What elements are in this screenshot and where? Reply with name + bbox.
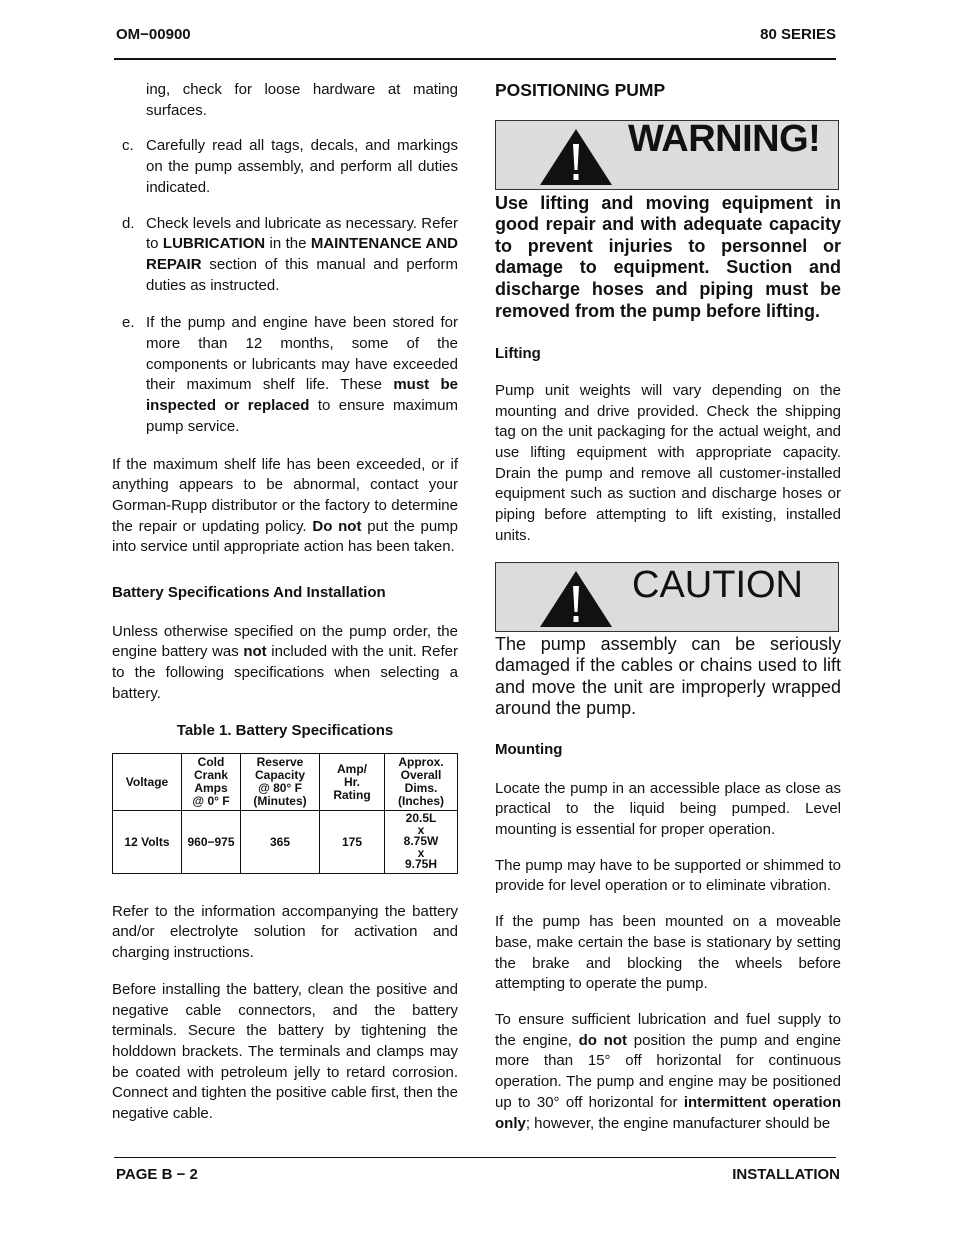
list-item-e (112, 313, 458, 437)
header-reserve-line: Capacity (254, 768, 306, 783)
maintenance-ref: MAINTENANCE AND REPAIR (146, 235, 458, 273)
table-title: Table 1. Battery Specifications (176, 721, 394, 739)
section-title: POSITIONING PUMP (495, 80, 666, 100)
caution-text: The pump assembly can be seriously damaged if the cables or chains used to lift and move the unit are improperly wrapped around the pump. (495, 633, 841, 719)
caution-sign (495, 562, 839, 632)
list-label-d: d. (122, 214, 135, 232)
mount4-text-pre: To ensure sufficient lubrication and fuel supply to the engine, (495, 1011, 841, 1049)
left-column (112, 80, 458, 1125)
continued-text: ing, check for loose hardware at mating surfaces. (146, 81, 458, 119)
table-header-row (113, 754, 458, 811)
mount-paragraph-1: Locate the pump in an accessible place as close as practical to the liquid being pumped. Level mounting is essential for proper operation. (495, 779, 841, 839)
header-reserve-line: @ 80° F (258, 781, 302, 796)
table-row (113, 811, 458, 874)
do-not-position-emphasis: do not (578, 1031, 628, 1049)
mount-paragraph-2: The pump may have to be supported or shimmed to provide for level operation or to eliminate vibration. (495, 856, 841, 895)
battery-text-post: included with the unit. Refer to the following specifications when selecting a battery. (112, 643, 458, 702)
header-dims-line: Dims. (404, 781, 438, 796)
warning-label: WARNING! (628, 117, 821, 160)
header-reserve-line: (Minutes) (253, 794, 307, 809)
continued-item (112, 80, 458, 121)
section-name: INSTALLATION (732, 1166, 840, 1183)
cell-cca: 960−975 (182, 811, 241, 874)
doc-number: OM−00900 (116, 26, 191, 43)
warning-triangle-icon (538, 127, 614, 187)
shelf-text-post: put the pump into service until appropriate action has been taken. (112, 517, 458, 556)
mount-paragraph-3: If the pump has been mounted on a moveable base, make certain the base is stationary by setting the brake and blocking the wheels before attempting to operate the pump. (495, 913, 841, 993)
header-dims-line: Overall (400, 768, 442, 783)
lifting-heading: Lifting (495, 345, 541, 363)
do-not-emphasis: Do not (312, 517, 362, 535)
header-amphr-line: Rating (333, 787, 371, 802)
shelf-text-pre: If the maximum shelf life has been exceeded, or if anything appears to be abnormal, contact your Gorman-Rupp distributor or the factory to determine the repair or updating policy. (112, 455, 458, 535)
mount-paragraph-4 (495, 1010, 841, 1134)
mount4-text-mid: position the pump and engine more than 15° off horizontal for continuous operation. The pump and engine may be positioned up to 30° off horizontal for (495, 1031, 841, 1111)
list-text-d-pre: Check levels and lubricate as necessary. Refer to (146, 214, 458, 253)
header-dims (385, 754, 458, 811)
mount4-text-post: ; however, the engine manufacturer should be (525, 1114, 831, 1132)
list-text-e-pre: If the pump and engine have been stored for more than 12 months, some of the components or lubricants may have exceeded their maximum shelf life. These (146, 314, 458, 394)
lubrication-ref: LUBRICATION (162, 235, 266, 253)
header-rule (114, 58, 836, 60)
cell-voltage: 12 Volts (113, 811, 182, 874)
warning-text: Use lifting and moving equipment in good repair and with adequate capacity to prevent injuries to personnel or damage to equipment. Suction and discharge hoses and piping must be removed from the pump before lifting. (495, 192, 841, 321)
inspect-emphasis: must be inspected or replaced (146, 376, 458, 415)
header-reserve-line: Reserve (256, 755, 304, 770)
header-dims-line: (Inches) (397, 794, 444, 809)
before-install-paragraph: Before installing the battery, clean the positive and negative cable connectors, and the battery terminals. Secure the battery by tightening the holddown brackets. The terminals and clamps may be coated with petroleum jelly to retard corrosion. Connect and tighten the positive cable first, then the negative cable. (112, 980, 458, 1123)
cell-dims-line: x (417, 822, 425, 837)
battery-paragraph (112, 622, 458, 705)
list-item-d (112, 214, 458, 297)
header-cca-line: Cold (197, 755, 225, 770)
page-number: PAGE B − 2 (116, 1166, 198, 1183)
caution-label: CAUTION (632, 563, 803, 606)
mounting-heading: Mounting (495, 740, 563, 758)
cell-dims (385, 811, 458, 874)
list-text-c: Carefully read all tags, decals, and markings on the pump assembly, and perform all duties indicated. (146, 137, 458, 196)
list-text-d-post: section of this manual and perform duties as instructed. (146, 255, 458, 294)
battery-text-pre: Unless otherwise specified on the pump order, the engine battery was (112, 622, 458, 661)
shelf-life-paragraph (112, 455, 458, 559)
list-item-c (112, 136, 458, 198)
header-reserve (241, 754, 320, 811)
not-emphasis: not (243, 643, 267, 661)
cell-amphr: 175 (320, 811, 385, 874)
cell-reserve: 365 (241, 811, 320, 874)
list-label-e: e. (122, 314, 135, 332)
cell-dims-line: x (417, 845, 425, 860)
cell-dims-line: 20.5L (405, 811, 437, 826)
lifting-paragraph: Pump unit weights will vary depending on the mounting and drive provided. Check the shipping tag on the unit packaging for the actual weight, and use lifting equipment with appropriate capacity. Drain the pump and remove all customer-installed equipment such as suction and discharge hoses or piping before attempting to lift existing, installed units. (495, 381, 841, 544)
list-text-e-post: to ensure maximum pump service. (146, 397, 458, 435)
battery-heading: Battery Specifications And Installation (112, 584, 386, 602)
header-cca-line: Amps (194, 781, 228, 796)
refer-paragraph: Refer to the information accompanying the battery and/or electrolyte solution for activation and charging instructions. (112, 902, 458, 962)
list-label-c: c. (122, 137, 134, 155)
cell-dims-line: 8.75W (403, 834, 439, 849)
series-title: 80 SERIES (760, 26, 836, 43)
header-voltage: Voltage (113, 754, 182, 811)
header-amphr (320, 754, 385, 811)
header-cca-line: Crank (193, 768, 228, 783)
battery-spec-table (112, 753, 458, 874)
list-text-d-mid: in the (265, 235, 311, 253)
header-cca-line: @ 0° F (192, 794, 230, 809)
footer-rule (114, 1157, 836, 1158)
header-amphr-line: Hr. (343, 774, 360, 789)
warning-sign (495, 117, 839, 190)
cell-dims-line: 9.75H (404, 857, 438, 872)
header-dims-line: Approx. (398, 755, 444, 770)
intermittent-emphasis: intermittent operation only (495, 1093, 841, 1132)
right-column (495, 80, 841, 1134)
header-cca (182, 754, 241, 811)
caution-triangle-icon (538, 569, 614, 629)
header-amphr-line: Amp/ (337, 761, 367, 776)
